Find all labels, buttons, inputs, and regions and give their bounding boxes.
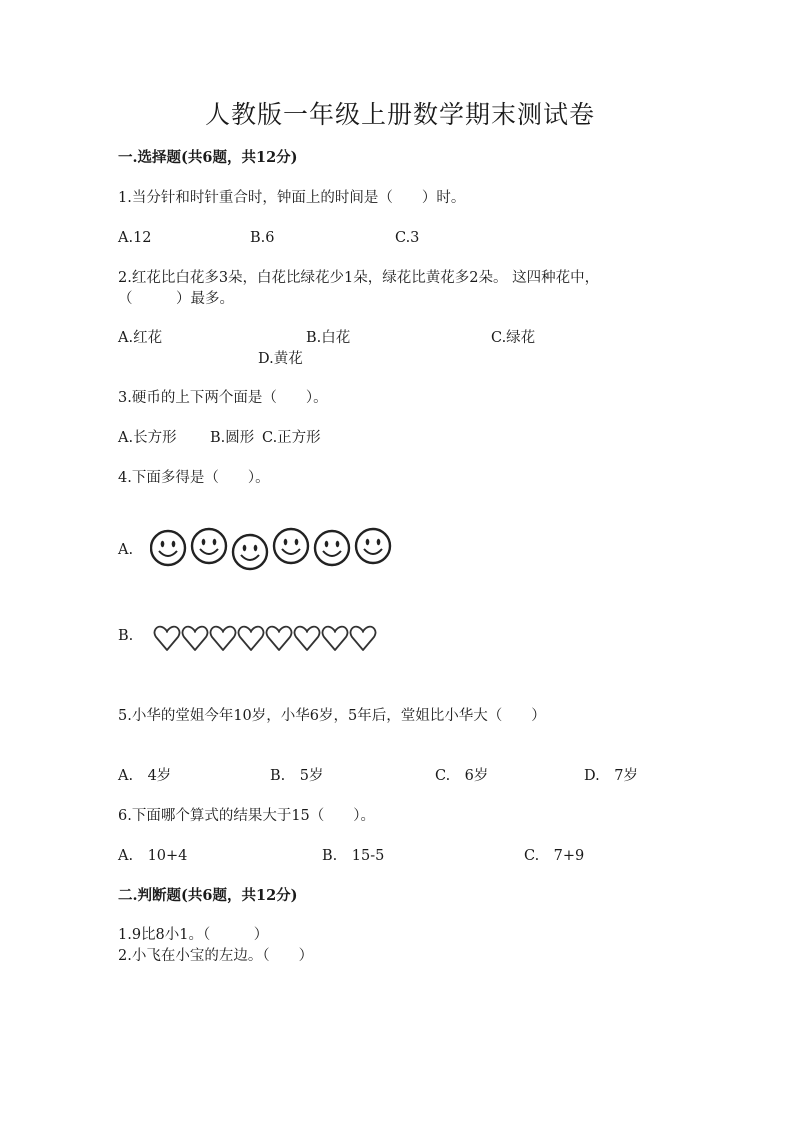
q2-stem-line1: 2.红花比白花多3朵，白花比绿花少1朵，绿花比黄花多2朵。 这四种花中，: [118, 270, 600, 286]
q2-option-d: D.黄花: [258, 351, 303, 367]
judge-item-2: 2.小飞在小宝的左边。（ ）: [118, 948, 314, 964]
heart-outline-icon: [351, 627, 376, 650]
q5-option-d: D. 7岁: [584, 768, 638, 784]
q4-option-b-label: B.: [118, 628, 134, 644]
heart-outline-icon: [211, 627, 236, 650]
heart-outline-icons: [152, 623, 382, 653]
q6-option-a: A. 10+4: [118, 848, 188, 864]
q2-option-b: B.白花: [306, 330, 351, 346]
q5-stem: 5.小华的堂姐今年10岁，小华6岁，5年后，堂姐比小华大（ ）: [118, 708, 546, 724]
smiley-face-icon: [192, 529, 226, 563]
q5-option-c: C. 6岁: [435, 768, 489, 784]
smiley-face-icon: [356, 529, 390, 563]
smiley-face-icon: [151, 531, 185, 565]
page-title: 人教版一年级上册数学期末测试卷: [204, 100, 595, 129]
q4-stem: 4.下面多得是（ ）。: [118, 470, 270, 486]
judge-item-1: 1.9比8小1。（ ）: [118, 927, 269, 943]
q1-stem: 1.当分针和时针重合时，钟面上的时间是（ ）时。: [118, 190, 466, 206]
q6-stem: 6.下面哪个算式的结果大于15（ ）。: [118, 808, 376, 824]
heart-outline-icon: [239, 627, 264, 650]
section1-heading: 一.选择题(共6题，共12分): [118, 149, 298, 166]
heart-outline-icon: [155, 627, 180, 650]
q2-option-a: A.红花: [118, 330, 163, 346]
q2-stem-line2: （ ）最多。: [118, 291, 234, 307]
smiley-face-icon: [315, 531, 349, 565]
q3-stem: 3.硬币的上下两个面是（ ）。: [118, 390, 328, 406]
smiley-face-icon: [274, 529, 308, 563]
q6-option-b: B. 15-5: [322, 848, 385, 864]
q1-option-a: A.12: [118, 230, 152, 246]
q4-option-a-label: A.: [118, 542, 134, 558]
q3-option-c: C.正方形: [262, 430, 321, 446]
heart-outline-icon: [295, 627, 320, 650]
heart-outline-icon: [323, 627, 348, 650]
heart-outline-icon: [183, 627, 208, 650]
smiley-face-icon: [233, 535, 267, 569]
q5-option-b: B. 5岁: [270, 768, 324, 784]
q5-option-a: A. 4岁: [118, 768, 172, 784]
q3-option-a: A.长方形: [118, 430, 177, 446]
q6-option-c: C. 7+9: [524, 848, 585, 864]
section2-heading: 二.判断题(共6题，共12分): [118, 887, 298, 904]
q1-option-c: C.3: [395, 230, 420, 246]
q1-option-b: B.6: [250, 230, 275, 246]
q3-option-b: B.圆形: [210, 430, 255, 446]
heart-outline-icon: [267, 627, 292, 650]
q2-option-c: C.绿花: [491, 330, 536, 346]
smiley-face-icons: [150, 527, 400, 571]
